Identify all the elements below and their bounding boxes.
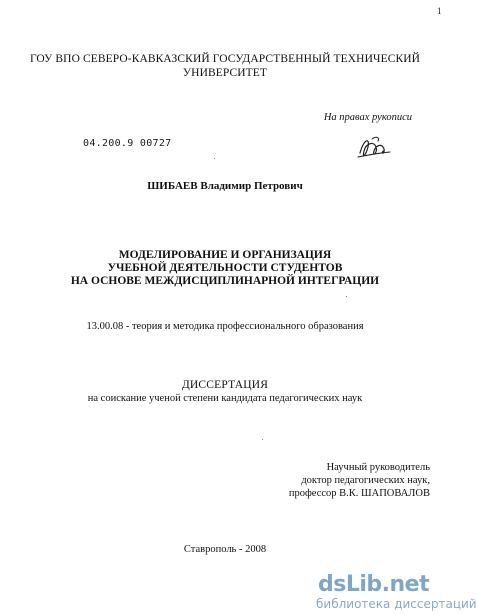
scan-speck bbox=[214, 158, 215, 159]
registration-stamp: 04.200.9 00727 bbox=[83, 138, 172, 149]
supervisor-line-3: профессор В.К. ШАПОВАЛОВ bbox=[288, 488, 430, 499]
handwritten-signature bbox=[354, 133, 394, 165]
author-surname: ШИБАЕВ bbox=[147, 180, 198, 192]
title-line-2: УЧЕБНОЙ ДЕЯТЕЛЬНОСТИ СТУДЕНТОВ bbox=[107, 262, 343, 274]
supervisor-block bbox=[289, 461, 430, 500]
city-year: Ставрополь - 2008 bbox=[183, 544, 267, 555]
dslib-subtitle: библиотека диссертаций bbox=[316, 597, 477, 611]
rights-note: На правах рукописи bbox=[323, 112, 412, 123]
dissertation-type: ДИССЕРТАЦИЯ bbox=[181, 379, 269, 391]
author-given-names: Владимир Петрович bbox=[200, 180, 303, 192]
author-name bbox=[0, 180, 450, 192]
supervisor-line-2: доктор педагогических наук, bbox=[301, 475, 430, 486]
dslib-logo: dsLib.net bbox=[318, 572, 430, 597]
scan-speck bbox=[262, 439, 263, 440]
institution-name bbox=[0, 52, 450, 80]
title-line-3: НА ОСНОВЕ МЕЖДИСЦИПЛИНАРНОЙ ИНТЕГРАЦИИ bbox=[70, 275, 380, 287]
scan-speck bbox=[346, 296, 347, 297]
dissertation-degree: на соискание ученой степени кандидата педагогических наук bbox=[87, 393, 363, 404]
dissertation-title bbox=[0, 249, 450, 288]
supervisor-line-1: Научный руководитель bbox=[326, 462, 430, 473]
institution-line-1: ГОУ ВПО СЕВЕРО-КАВКАЗСКИЙ ГОСУДАРСТВЕННЫЙ ТЕХНИЧЕСКИЙ bbox=[29, 53, 421, 65]
institution-line-2: УНИВЕРСИТЕТ bbox=[182, 67, 268, 79]
dslib-watermark bbox=[302, 570, 477, 614]
corner-mark: 1 bbox=[437, 6, 442, 16]
specialty-code: 13.00.08 - теория и методика профессионального образования bbox=[86, 321, 364, 332]
title-line-1: МОДЕЛИРОВАНИЕ И ОРГАНИЗАЦИЯ bbox=[118, 249, 332, 261]
